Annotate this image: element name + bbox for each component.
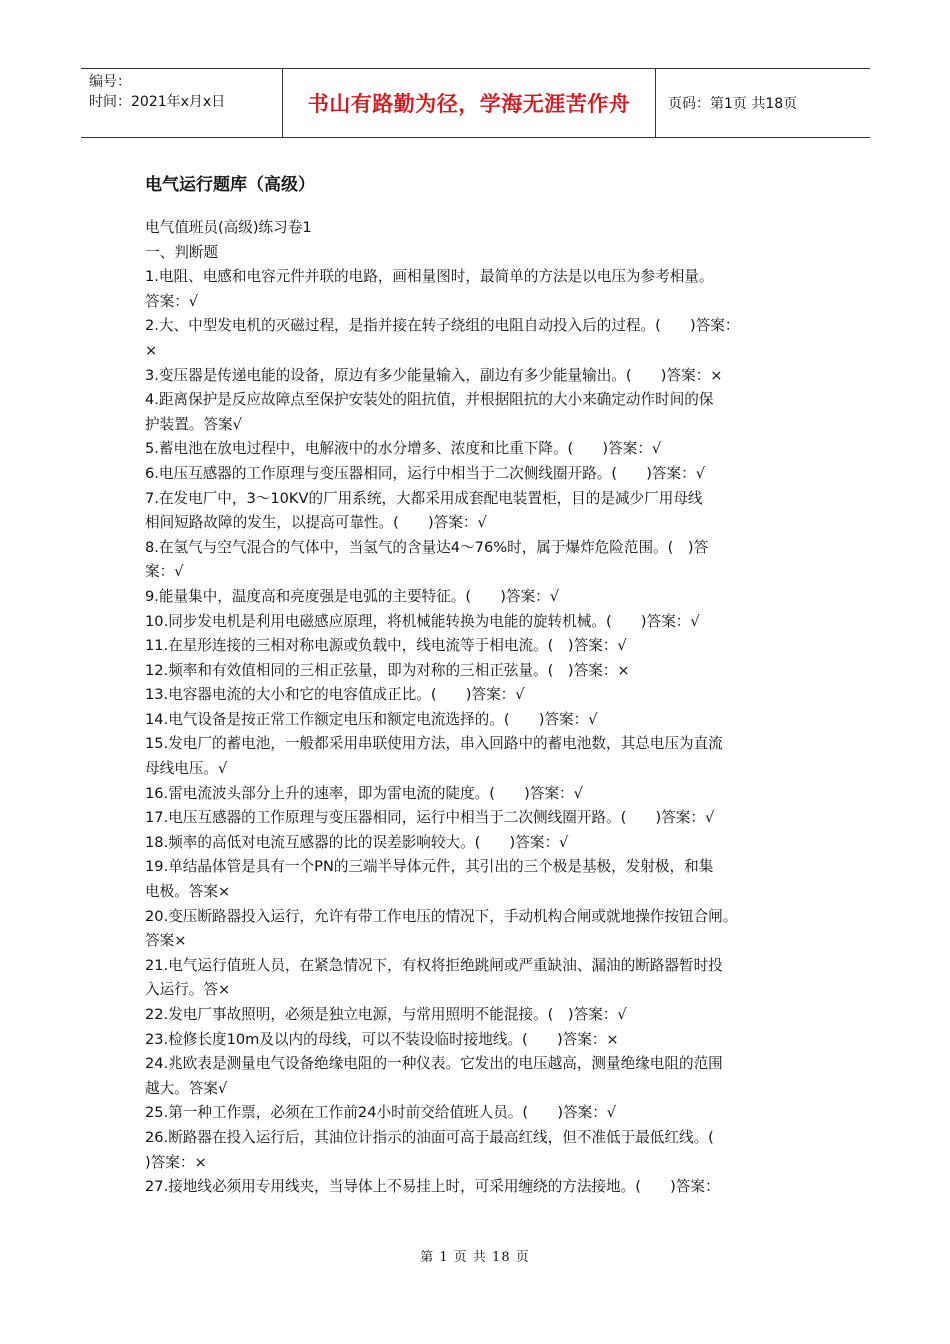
question-line: 答案× [145, 932, 187, 950]
question-line: 13.电容器电流的大小和它的电容值成正比。( )答案：√ [145, 686, 525, 704]
question-line: 24.兆欧表是测量电气设备绝缘电阻的一种仪表。它发出的电压越高，测量绝缘电阻的范围 [145, 1055, 723, 1073]
question-line: 相间短路故障的发生，以提高可靠性。( )答案：√ [145, 514, 487, 532]
question-line: 23.检修长度10m及以内的母线，可以不装设临时接地线。( )答案：× [145, 1030, 619, 1048]
question-line: 22.发电厂事故照明，必须是独立电源，与常用照明不能混接。( )答案：√ [145, 1006, 627, 1023]
question-line: 11.在星形连接的三相对称电源或负载中，线电流等于相电流。( )答案：√ [145, 637, 627, 655]
question-line: 20.变压断路器投入运行，允许有带工作电压的情况下，手动机构合闸或就地操作按钮合闸。 [145, 907, 738, 925]
question-line: 6.电压互感器的工作原理与变压器相同，运行中相当于二次侧线圈开路。( )答案：√ [145, 464, 705, 482]
question-line: 2.大、中型发电机的灭磁过程，是指并接在转子绕组的电阻自动投入后的过程。( )答案： [145, 317, 740, 335]
question-line: 8.在氢气与空气混合的气体中，当氢气的含量达4～76%时，属于爆炸危险范围。( )答 [145, 538, 709, 556]
exam-subtitle: 电气值班员(高级)练习卷1 [145, 219, 312, 236]
section-heading: 一、判断题 [145, 243, 218, 261]
document-title: 电气运行题库（高级） [145, 175, 315, 195]
document-date: 时间：2021年x月x日 [89, 94, 226, 110]
question-line: 25.第一种工作票，必须在工作前24小时前交给值班人员。( )答案：√ [145, 1104, 617, 1122]
document-number-label: 编号： [89, 74, 131, 90]
question-line: 18.频率的高低对电流互感器的比的误差影响较大。( )答案：√ [145, 833, 569, 851]
question-list [145, 265, 821, 1200]
page-footer: 第 1 页 共 18 页 [420, 1250, 530, 1265]
question-line: 答案：√ [145, 292, 199, 310]
question-line: 10.同步发电机是利用电磁感应原理，将机械能转换为电能的旋转机械。( )答案：√ [145, 612, 700, 630]
question-line: 母线电压。√ [145, 760, 228, 778]
question-line: 26.断路器在投入运行后，其油位计指示的油面可高于最高红线，但不准低于最低红线。( [145, 1128, 714, 1146]
question-line: 越大。答案√ [145, 1079, 228, 1097]
question-line: 3.变压器是传递电能的设备，原边有多少能量输入，副边有多少能量输出。( )答案：× [145, 366, 723, 384]
question-line: 电极。答案× [145, 883, 231, 901]
header-page-info: 页码：第1页 共18页 [668, 96, 798, 112]
header-meta [81, 69, 282, 137]
question-line: 4.距离保护是反应故障点至保护安装处的阻抗值，并根据阻抗的大小来确定动作时间的保 [145, 391, 714, 409]
question-line: × [145, 341, 158, 359]
question-line: 1.电阻、电感和电容元件并联的电路，画相量图时，最简单的方法是以电压为参考相量。 [145, 268, 714, 286]
question-line: 27.接地线必须用专用线夹，当导体上不易挂上时，可采用缠绕的方法接地。( )答案： [145, 1178, 720, 1196]
header-motto: 书山有路勤为径，学海无涯苦作舟 [282, 69, 656, 137]
question-line: 入运行。答× [145, 981, 231, 999]
question-line: 15.发电厂的蓄电池，一般都采用串联使用方法，串入回路中的蓄电池数，其总电压为直流 [145, 735, 723, 753]
question-line: 护装置。答案√ [145, 415, 242, 433]
document-body [145, 216, 821, 1200]
question-line: 17.电压互感器的工作原理与变压器相同，运行中相当于二次侧线圈开路。( )答案：√ [145, 809, 715, 827]
question-line: 9.能量集中，温度高和亮度强是电弧的主要特征。( )答案：√ [145, 587, 560, 605]
question-line: 16.雷电流波头部分上升的速率，即为雷电流的陡度。( )答案：√ [145, 784, 583, 802]
question-line: 14.电气设备是按正常工作额定电压和额定电流选择的。( )答案：√ [145, 710, 598, 728]
question-line: 12.频率和有效值相同的三相正弦量，即为对称的三相正弦量。( )答案：× [145, 661, 630, 679]
question-line: 21.电气运行值班人员，在紧急情况下，有权将拒绝跳闸或严重缺油、漏油的断路器暂时投 [145, 956, 723, 974]
question-line: )答案：× [145, 1153, 207, 1171]
question-line: 7.在发电厂中，3～10KV的厂用系统，大都采用成套配电装置柜，目的是减少厂用母线 [145, 489, 703, 507]
question-line: 案：√ [145, 563, 184, 581]
question-line: 19.单结晶体管是具有一个PN的三端半导体元件，其引出的三个极是基极，发射极，和集 [145, 858, 714, 876]
page-header [81, 68, 870, 138]
question-line: 5.蓄电池在放电过程中，电解液中的水分增多、浓度和比重下降。( )答案：√ [145, 440, 662, 458]
